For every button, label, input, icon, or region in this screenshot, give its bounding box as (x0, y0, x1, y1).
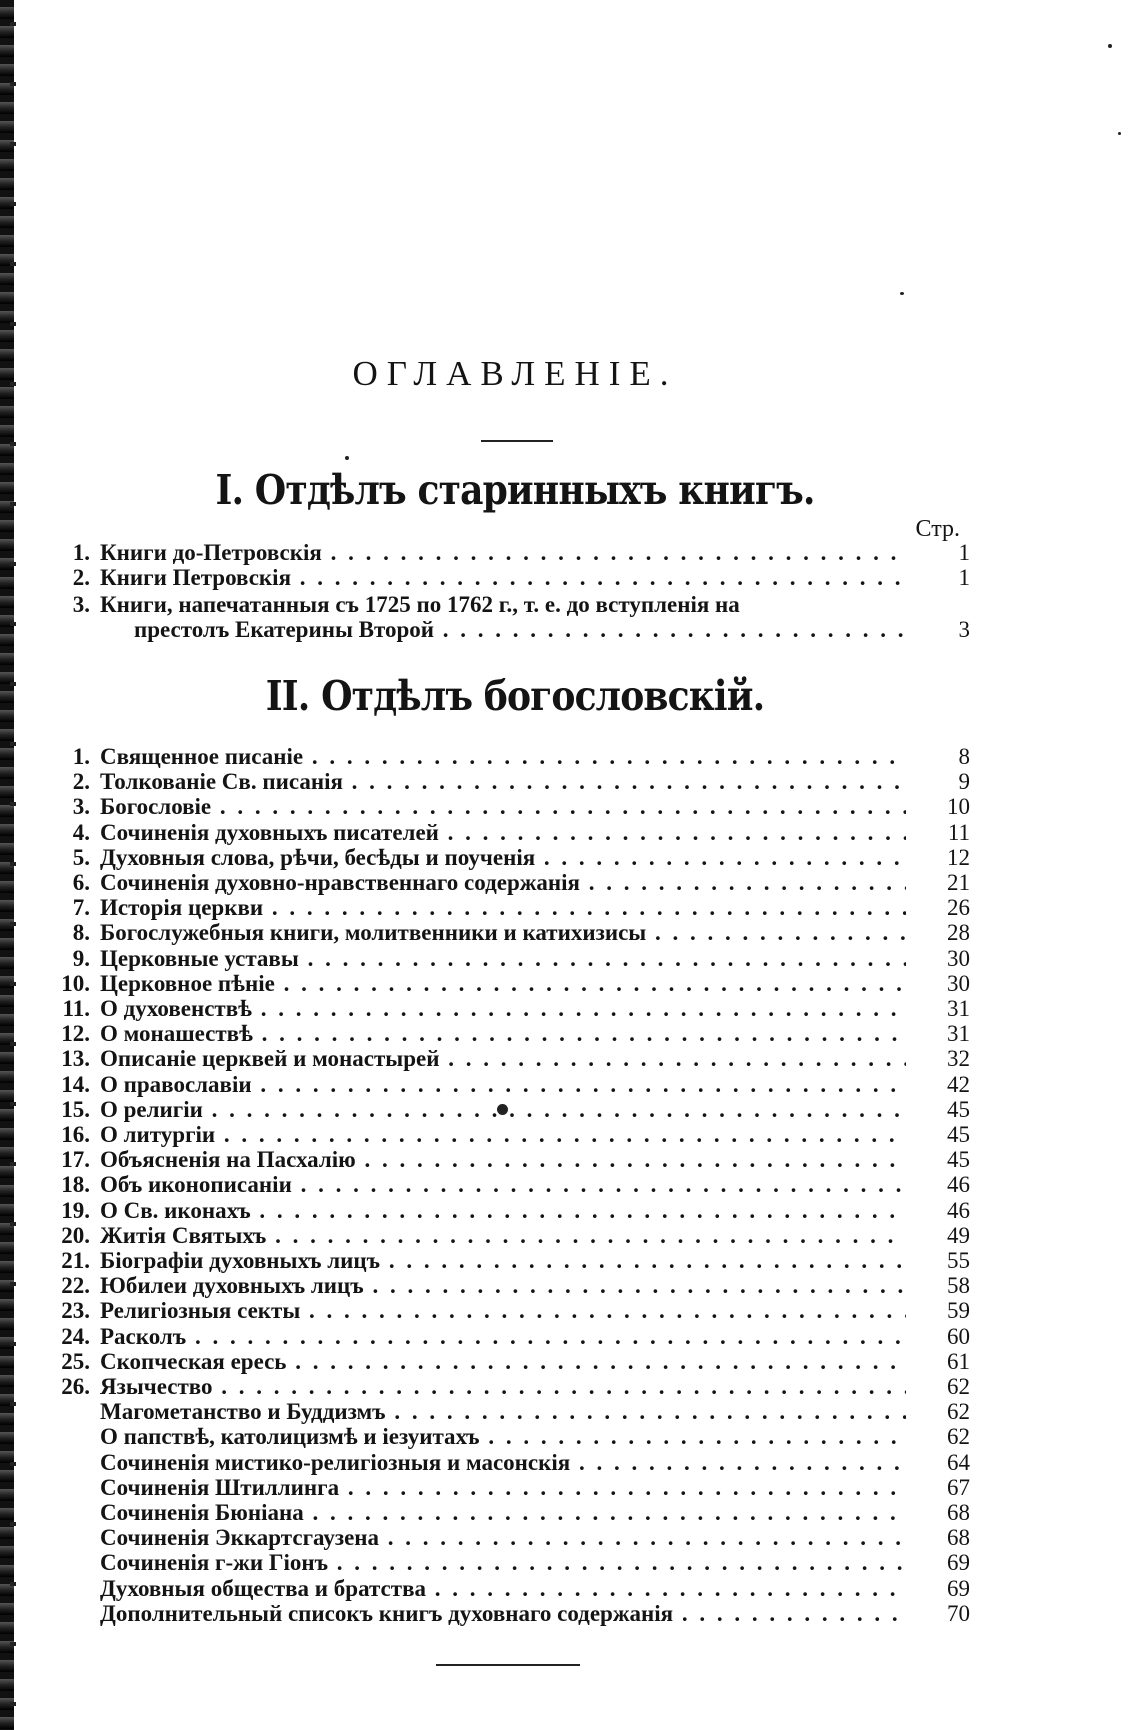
entry-number: 25. (61, 1349, 90, 1374)
entry-page: 59 (947, 1298, 970, 1323)
entry-title: Сочиненія Бюніана . . . (100, 1500, 906, 1525)
entry-page: 21 (947, 870, 970, 895)
entry-title: О литургіи . . . (100, 1122, 906, 1147)
entry-title: О монашествѣ . . . (100, 1021, 906, 1046)
toc-entry (0, 1374, 1140, 1399)
entry-title: Религіозныя секты . . . (100, 1298, 906, 1323)
entry-title: Книги, напечатанныя съ 1725 по 1762 г., т. е. до вступленія на (100, 592, 740, 617)
entry-number: 14. (61, 1072, 90, 1097)
toc-entry (0, 1324, 1140, 1349)
entry-number: 8. (72, 920, 90, 945)
entry-number: 10. (61, 971, 90, 996)
entry-page: 12 (947, 845, 970, 870)
toc-entry (0, 1298, 1140, 1323)
toc-entry (0, 870, 1140, 895)
toc-entry (0, 971, 1140, 996)
entry-title: Юбилеи духовныхъ лицъ . . . (100, 1273, 906, 1298)
entry-number: 23. (61, 1298, 90, 1323)
entry-title: Сочиненія Эккартсгаузена . . . (100, 1525, 906, 1550)
entry-page: 58 (947, 1273, 970, 1298)
toc-entry (0, 1424, 1140, 1449)
toc-entry (0, 794, 1140, 819)
toc-entry (0, 565, 1140, 590)
entry-title: Церковные уставы . . . (100, 946, 906, 971)
scan-speck (345, 456, 349, 460)
entry-title: Сочиненія духовно-нравственнаго содержанія . . . (100, 870, 906, 895)
toc-entry (0, 1122, 1140, 1147)
toc-entry (0, 540, 1140, 565)
entry-page: 55 (947, 1248, 970, 1273)
entry-number: 13. (61, 1046, 90, 1071)
entry-page: 70 (947, 1601, 970, 1626)
section-heading-theology: II. Отдѣлъ богословскій. (265, 672, 765, 720)
entry-number: 1. (72, 540, 90, 565)
entry-page: 67 (947, 1475, 970, 1500)
toc-entry (0, 1550, 1140, 1575)
entry-title: Священное писаніе . . . (100, 744, 906, 769)
entry-page: 46 (947, 1198, 970, 1223)
toc-entry (0, 820, 1140, 845)
entry-page: 64 (947, 1450, 970, 1475)
entry-number: 12. (61, 1021, 90, 1046)
entry-number: 19. (61, 1198, 90, 1223)
entry-page: 8 (958, 744, 970, 769)
entry-number: 20. (61, 1223, 90, 1248)
entry-page: 45 (947, 1122, 970, 1147)
entry-title: Книги Петровскія . . . (100, 565, 906, 590)
entry-page: 9 (958, 769, 970, 794)
entry-page: 46 (947, 1172, 970, 1197)
entry-page: 42 (947, 1072, 970, 1097)
entry-title: Объ иконописаніи . . . (100, 1172, 906, 1197)
entry-title: Богословіе . . . (100, 794, 906, 819)
scan-speck (1108, 44, 1112, 48)
toc-entry (0, 946, 1140, 971)
entry-number: 7. (72, 895, 90, 920)
toc-entry-continuation (0, 617, 1140, 642)
entry-title: Житія Святыхъ . . . (100, 1223, 906, 1248)
toc-entry (0, 1450, 1140, 1475)
toc-entry (0, 1273, 1140, 1298)
entry-title: Богослужебныя книги, молитвенники и катихизисы . . . (100, 920, 906, 945)
entry-title: Дополнительный списокъ книгъ духовнаго содержанія . . . (100, 1601, 906, 1626)
entry-page: 45 (947, 1097, 970, 1122)
entry-title: Сочиненія духовныхъ писателей . . . (100, 820, 906, 845)
toc-entry (0, 1576, 1140, 1601)
section-heading-old-books: I. Отдѣлъ старинныхъ книгъ. (215, 466, 815, 514)
entry-page: 69 (947, 1550, 970, 1575)
entry-page: 32 (947, 1046, 970, 1071)
entry-number: 1. (72, 744, 90, 769)
entry-title: престолъ Екатерины Второй . . . (134, 617, 906, 642)
entry-title: Сочиненія мистико-религіозныя и масонскія . . . (100, 1450, 906, 1475)
toc-entry (0, 845, 1140, 870)
title-rule (481, 440, 553, 442)
entry-title: Церковное пѣніе . . . (100, 971, 906, 996)
entry-page: 45 (947, 1147, 970, 1172)
entry-number: 3. (72, 794, 90, 819)
entry-page: 30 (947, 971, 970, 996)
toc-entry (0, 744, 1140, 769)
entry-page: 62 (947, 1374, 970, 1399)
entry-number: 16. (61, 1122, 90, 1147)
toc-entry (0, 1198, 1140, 1223)
entry-page: 31 (947, 1021, 970, 1046)
toc-entry (0, 1475, 1140, 1500)
entry-number: 3. (72, 592, 90, 617)
toc-entry (0, 1072, 1140, 1097)
entry-title: Духовныя общества и братства . . . (100, 1576, 906, 1601)
entry-number: 15. (61, 1097, 90, 1122)
entry-page: 1 (958, 565, 970, 590)
toc-entry (0, 1223, 1140, 1248)
entry-page: 68 (947, 1500, 970, 1525)
entry-title: Язычество . . . (100, 1374, 906, 1399)
entry-title: Описаніе церквей и монастырей . . . (100, 1046, 906, 1071)
toc-entry (0, 1500, 1140, 1525)
toc-entry (0, 1147, 1140, 1172)
toc-entry (0, 1097, 1140, 1122)
entry-number: 9. (72, 946, 90, 971)
toc-entry (0, 996, 1140, 1021)
scan-speck (1118, 132, 1121, 135)
entry-number: 21. (61, 1248, 90, 1273)
toc-entry (0, 1021, 1140, 1046)
entry-number: 24. (61, 1324, 90, 1349)
toc-entry (0, 1525, 1140, 1550)
entry-title: Магометанство и Буддизмъ . . . (100, 1399, 906, 1424)
toc-entry (0, 1601, 1140, 1626)
entry-number: 5. (72, 845, 90, 870)
toc-entry (0, 1248, 1140, 1273)
entry-number: 2. (72, 565, 90, 590)
entry-number: 2. (72, 769, 90, 794)
entry-number: 11. (62, 996, 90, 1021)
entry-number: 4. (72, 820, 90, 845)
entry-title: Расколъ . . . (100, 1324, 906, 1349)
entry-title: Скопческая ересь . . . (100, 1349, 906, 1374)
toc-entry (0, 1046, 1140, 1071)
entry-title: Сочиненія г-жи Гіонъ . . . (100, 1550, 906, 1575)
entry-title: Книги до-Петровскія . . . (100, 540, 906, 565)
entry-title: Сочиненія Штиллинга . . . (100, 1475, 906, 1500)
entry-page: 60 (947, 1324, 970, 1349)
entry-number: 18. (61, 1172, 90, 1197)
toc-entry (0, 1399, 1140, 1424)
entry-number: 22. (61, 1273, 90, 1298)
toc-entry (0, 1349, 1140, 1374)
entry-title: О папствѣ, католицизмѣ и іезуитахъ . . . (100, 1424, 906, 1449)
entry-title: Біографіи духовныхъ лицъ . . . (100, 1248, 906, 1273)
end-rule (436, 1664, 580, 1666)
toc-entry (0, 1172, 1140, 1197)
entry-number: 17. (61, 1147, 90, 1172)
entry-title: Толкованіе Св. писанія . . . (100, 769, 906, 794)
entry-page: 69 (947, 1576, 970, 1601)
page-title: ОГЛАВЛЕНІЕ. (352, 354, 678, 393)
entry-page: 68 (947, 1525, 970, 1550)
toc-entry (0, 920, 1140, 945)
entry-number: 26. (61, 1374, 90, 1399)
scan-speck (900, 292, 904, 295)
entry-page: 28 (947, 920, 970, 945)
entry-number: 6. (72, 870, 90, 895)
toc-entry (0, 592, 1140, 617)
page-column-label: Стр. (915, 516, 960, 542)
entry-page: 31 (947, 996, 970, 1021)
entry-page: 30 (947, 946, 970, 971)
toc-entry (0, 895, 1140, 920)
entry-page: 26 (947, 895, 970, 920)
entry-page: 49 (947, 1223, 970, 1248)
entry-page: 62 (947, 1399, 970, 1424)
entry-title: О Св. иконахъ . . . (100, 1198, 906, 1223)
entry-title: О духовенствѣ . . . (100, 996, 906, 1021)
entry-page: 62 (947, 1424, 970, 1449)
entry-title: Духовныя слова, рѣчи, бесѣды и поученія . . . (100, 845, 906, 870)
entry-page: 61 (947, 1349, 970, 1374)
entry-title: О православіи . . . (100, 1072, 906, 1097)
entry-page: 3 (958, 617, 970, 642)
entry-title: О религіи . . . (100, 1097, 906, 1122)
toc-entry (0, 769, 1140, 794)
entry-title: Исторія церкви . . . (100, 895, 906, 920)
entry-page: 11 (947, 820, 970, 845)
entry-page: 1 (958, 540, 970, 565)
entry-page: 10 (947, 794, 970, 819)
entry-title: Объясненія на Пасхалію . . . (100, 1147, 906, 1172)
